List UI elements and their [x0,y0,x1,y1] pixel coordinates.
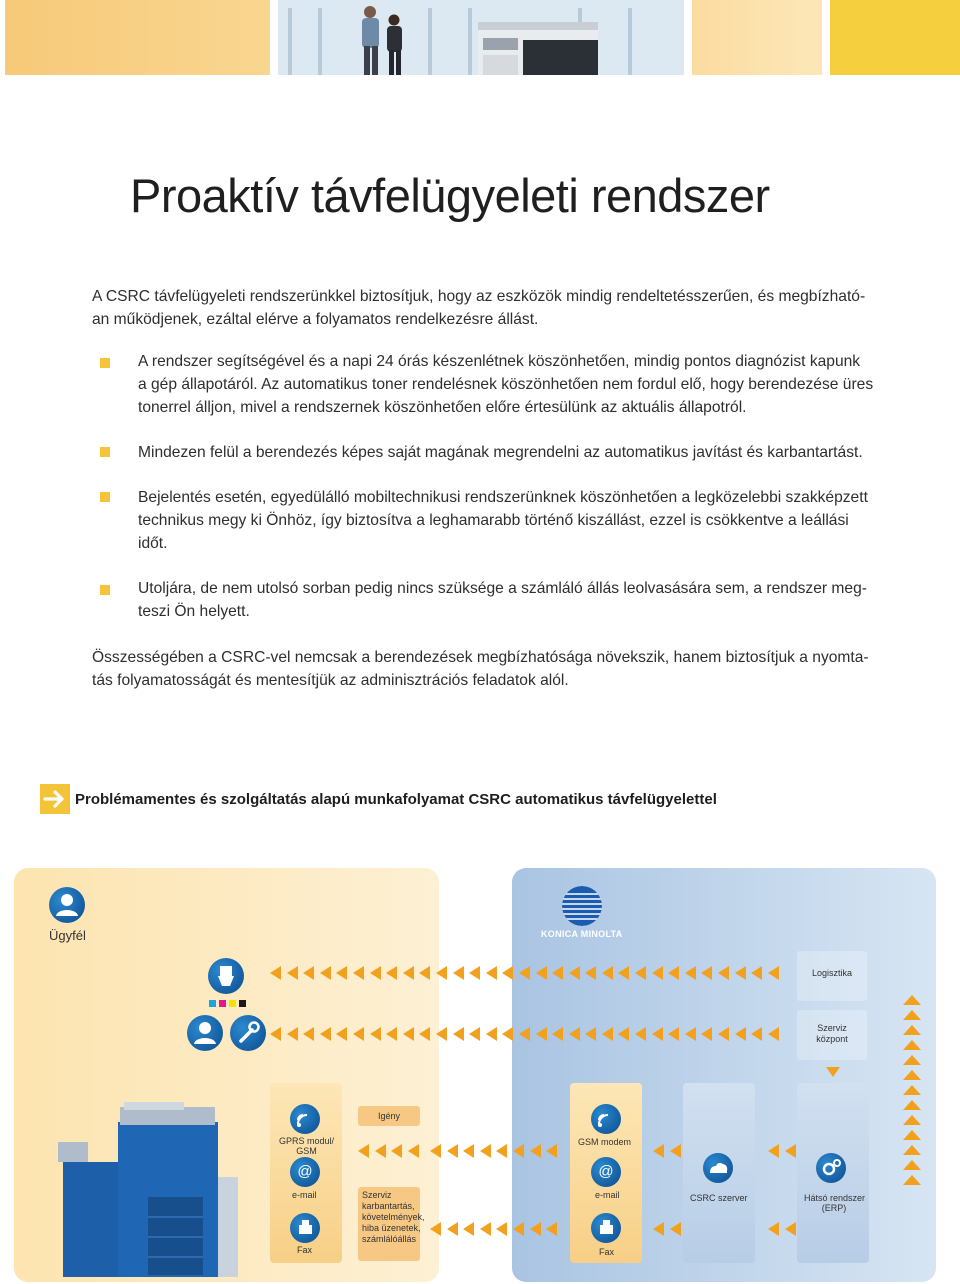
bullet-3-line-1: Bejelentés esetén, egyedülálló mobiltechnikusi rendszerünknek köszönhetően a legközelebbi szakképzett [138,489,868,506]
gprs-line-1: GPRS modul/ [279,1136,335,1146]
gprs-line-2: GSM [296,1146,317,1156]
flow-arrow [903,1175,921,1185]
black-swatch [239,1000,246,1007]
logistics-label: Logisztika [811,968,853,978]
flow-arrow [436,1027,447,1041]
backend-line-1: Hátsó rendszer [804,1193,866,1203]
flow-arrow [652,966,663,980]
bullet-marker-4 [100,585,110,595]
flow-arrow [685,1027,696,1041]
bullet-4-line-2: teszi Ön helyett. [138,603,250,620]
flow-arrow [735,966,746,980]
flow-arrow [903,1130,921,1140]
arrow-row-request-right [430,1144,557,1158]
request-box [358,1106,420,1126]
flow-arrow [618,966,629,980]
flow-arrow [536,966,547,980]
intro-line-2: an működjenek, ezáltal elérve a folyamatos rendelkezésre állást. [92,311,539,328]
flow-arrow [469,966,480,980]
flow-arrow [768,1027,779,1041]
flow-arrow [668,966,679,980]
flow-arrow [320,966,331,980]
closing-line-1: Összességében a CSRC-vel nemcsak a berendezések megbízhatósága növekszik, hanem biztosítjuk a nyomta- [92,649,869,666]
flow-arrow [486,966,497,980]
flow-arrow [635,966,646,980]
flow-arrow [768,1144,779,1158]
flow-arrow [768,966,779,980]
flow-arrow [602,966,613,980]
flow-arrow [735,1027,746,1041]
flow-arrow [903,1160,921,1170]
flow-arrow [785,1144,796,1158]
flow-arrow [386,1027,397,1041]
bullet-text-2 [138,441,863,464]
toner-color-swatches [209,1000,246,1007]
bullet-marker-1 [100,358,110,368]
service-center-label [797,1023,867,1045]
arrow-down-service [826,1067,840,1077]
fax-label-left: Fax [297,1245,313,1255]
bullet-1-line-2: a gép állapotáról. Az automatikus toner rendelésnek köszönhetően nem fordul elő, hogy berendezése üres [138,376,874,393]
flow-arrow [336,1027,347,1041]
cloud-server-icon [703,1153,733,1183]
flow-arrow [430,1144,441,1158]
bullet-1-line-3: tonerrel álljon, mivel a rendszernek köszönhetően előre értesülünk az aktuális állapotról. [138,399,747,416]
flow-arrow [701,966,712,980]
wrench-icon [230,1015,266,1051]
user-icon [187,1015,223,1051]
people-and-printer-illustration [278,0,684,75]
flow-arrow [685,966,696,980]
flow-arrow [903,1085,921,1095]
flow-arrow [496,1222,507,1236]
flow-arrow [287,1027,298,1041]
flow-arrow [320,1027,331,1041]
printer-illustration [58,1102,243,1282]
flow-arrow [903,1100,921,1110]
closing-paragraph [92,646,869,692]
flow-arrow [552,966,563,980]
flow-arrow [569,1027,580,1041]
flow-arrow [519,966,530,980]
backend-label [804,1193,864,1213]
header-tile-orange [5,0,270,75]
header-photo [278,0,684,75]
flow-arrow [502,1027,513,1041]
flow-arrow [370,966,381,980]
flow-arrow [447,1222,458,1236]
flow-arrow [530,1222,541,1236]
at-icon: @ [591,1157,621,1187]
flow-arrow [480,1144,491,1158]
flow-arrow [536,1027,547,1041]
header-tile-yellow [830,0,960,75]
page-title: Proaktív távfelügyeleti rendszer [130,169,770,222]
email-label-right: e-mail [595,1190,620,1200]
email-label-left: e-mail [292,1190,317,1200]
gprs-label [279,1136,334,1156]
csrc-server-label: CSRC szerver [690,1193,748,1203]
request-label: Igény [377,1111,401,1121]
flow-arrow [336,966,347,980]
service-info-line-4: hiba üzenetek, [362,1223,421,1233]
bullet-marker-2 [100,447,110,457]
fax-icon [591,1213,621,1243]
bullet-text-4 [138,577,867,623]
service-info-line-3: követelmények, [362,1212,425,1222]
flow-arrow [903,1115,921,1125]
flow-arrow [701,1027,712,1041]
fax-icon [290,1213,320,1243]
flow-arrow [480,1222,491,1236]
flow-arrow [463,1144,474,1158]
arrow-column-up [903,995,921,1185]
flow-arrow [403,1027,414,1041]
service-info-box [358,1187,425,1261]
flow-arrow [496,1144,507,1158]
service-info-line-2: karbantartás, [362,1201,415,1211]
flow-arrow [670,1144,681,1158]
flow-arrow [670,1222,681,1236]
flow-arrow [635,1027,646,1041]
wifi-icon [591,1104,621,1134]
arrow-row-request [358,1144,419,1158]
service-info-line-1: Szerviz [362,1190,392,1200]
backend-line-2: (ERP) [821,1203,847,1213]
flow-arrow [652,1027,663,1041]
gsm-modem-label: GSM modem [578,1137,632,1147]
flow-arrow [469,1027,480,1041]
flow-arrow [403,966,414,980]
bullet-2-line-1: Mindezen felül a berendezés képes saját magának megrendelni az automatikus javítást és karbantartást. [138,444,863,461]
flow-arrow [513,1222,524,1236]
service-center-line-2: központ [816,1034,848,1044]
brand-wordmark: KONICA MINOLTA [541,929,623,939]
flow-arrow [546,1222,557,1236]
flow-arrow [419,966,430,980]
toner-icon [208,958,244,994]
flow-arrow [453,1027,464,1041]
flow-arrow [668,1027,679,1041]
flow-arrow [653,1222,664,1236]
flow-arrow [375,1144,386,1158]
flow-arrow [513,1144,524,1158]
flow-arrow [602,1027,613,1041]
arrow-row-info-right [430,1222,557,1236]
flow-arrow [903,995,921,1005]
flow-arrow [463,1222,474,1236]
at-icon: @ [290,1157,320,1187]
flow-arrow [358,1144,369,1158]
arrow-row-to-erp-2 [768,1222,796,1236]
flow-arrow [768,1222,779,1236]
flow-arrow [386,966,397,980]
bullet-marker-3 [100,492,110,502]
intro-paragraph [92,285,865,331]
flow-arrow [618,1027,629,1041]
flow-arrow [303,1027,314,1041]
flow-arrow [903,1055,921,1065]
arrow-row-to-server [653,1144,681,1158]
flow-arrow [353,1027,364,1041]
flow-arrow [569,966,580,980]
flow-arrow [903,1010,921,1020]
flow-arrow [353,966,364,980]
flow-arrow [530,1144,541,1158]
flow-arrow [408,1144,419,1158]
konica-minolta-globe-logo [562,886,602,926]
flow-arrow [903,1070,921,1080]
bullet-3-line-2: technikus megy ki Önhöz, így biztosítva a leghamarabb történő kiszállást, ezzel is csökkentve a leállási [138,512,849,529]
section-title: Problémamentes és szolgáltatás alapú munkafolyamat CSRC automatikus távfelügyelettel [75,791,717,808]
intro-line-1: A CSRC távfelügyeleti rendszerünkkel biztosítjuk, hogy az eszközök mindig rendeltetésszerűen, és megbízható- [92,288,866,305]
service-center-box [797,1010,867,1060]
flow-arrow [718,1027,729,1041]
flow-arrow [785,1222,796,1236]
flow-arrow [903,1025,921,1035]
service-info-line-5: számlálóállás [362,1234,417,1244]
flow-arrow [585,1027,596,1041]
flow-arrow [303,966,314,980]
arrow-row-to-server-2 [653,1222,681,1236]
service-info-text [362,1190,425,1245]
flow-arrow [270,966,281,980]
header-tile-light [692,0,822,75]
flow-arrow [370,1027,381,1041]
bullet-text-1 [138,350,873,419]
fax-label-right: Fax [599,1247,615,1257]
user-icon [49,887,85,923]
flow-arrow [436,966,447,980]
flow-arrow [751,1027,762,1041]
flow-arrow [453,966,464,980]
arrow-row-service [270,1027,779,1041]
logistics-box [797,951,867,1001]
flow-arrow [585,966,596,980]
customer-label: Ügyfél [49,928,86,943]
flow-arrow [751,966,762,980]
flow-arrow [519,1027,530,1041]
yellow-swatch [229,1000,236,1007]
flow-arrow [270,1027,281,1041]
arrow-right-icon [40,784,70,814]
flow-arrow [718,966,729,980]
gears-icon [816,1153,846,1183]
magenta-swatch [219,1000,226,1007]
flow-arrow [546,1144,557,1158]
bullet-text-3 [138,486,868,555]
flow-arrow [447,1144,458,1158]
bullet-3-line-3: időt. [138,535,168,552]
flow-arrow [903,1145,921,1155]
flow-arrow [486,1027,497,1041]
cyan-swatch [209,1000,216,1007]
arrow-row-logistics [270,966,779,980]
flow-arrow [903,1040,921,1050]
flow-arrow [653,1144,664,1158]
flow-arrow [287,966,298,980]
bullet-4-line-1: Utoljára, de nem utolsó sorban pedig nincs szüksége a számláló állás leolvasására sem, a rendszer meg- [138,580,867,597]
flow-arrow [391,1144,402,1158]
bullet-1-line-1: A rendszer segítségével és a napi 24 órás készenlétnek köszönhetően, mindig pontos diagnózist kapunk [138,353,861,370]
flow-arrow [419,1027,430,1041]
flow-arrow [502,966,513,980]
flow-arrow [430,1222,441,1236]
closing-line-2: tás folyamatosságát és mentesítjük az adminisztrációs feladatok alól. [92,672,569,689]
service-center-line-1: Szerviz [817,1023,847,1033]
wifi-icon [290,1104,320,1134]
arrow-row-to-erp [768,1144,796,1158]
flow-arrow [552,1027,563,1041]
